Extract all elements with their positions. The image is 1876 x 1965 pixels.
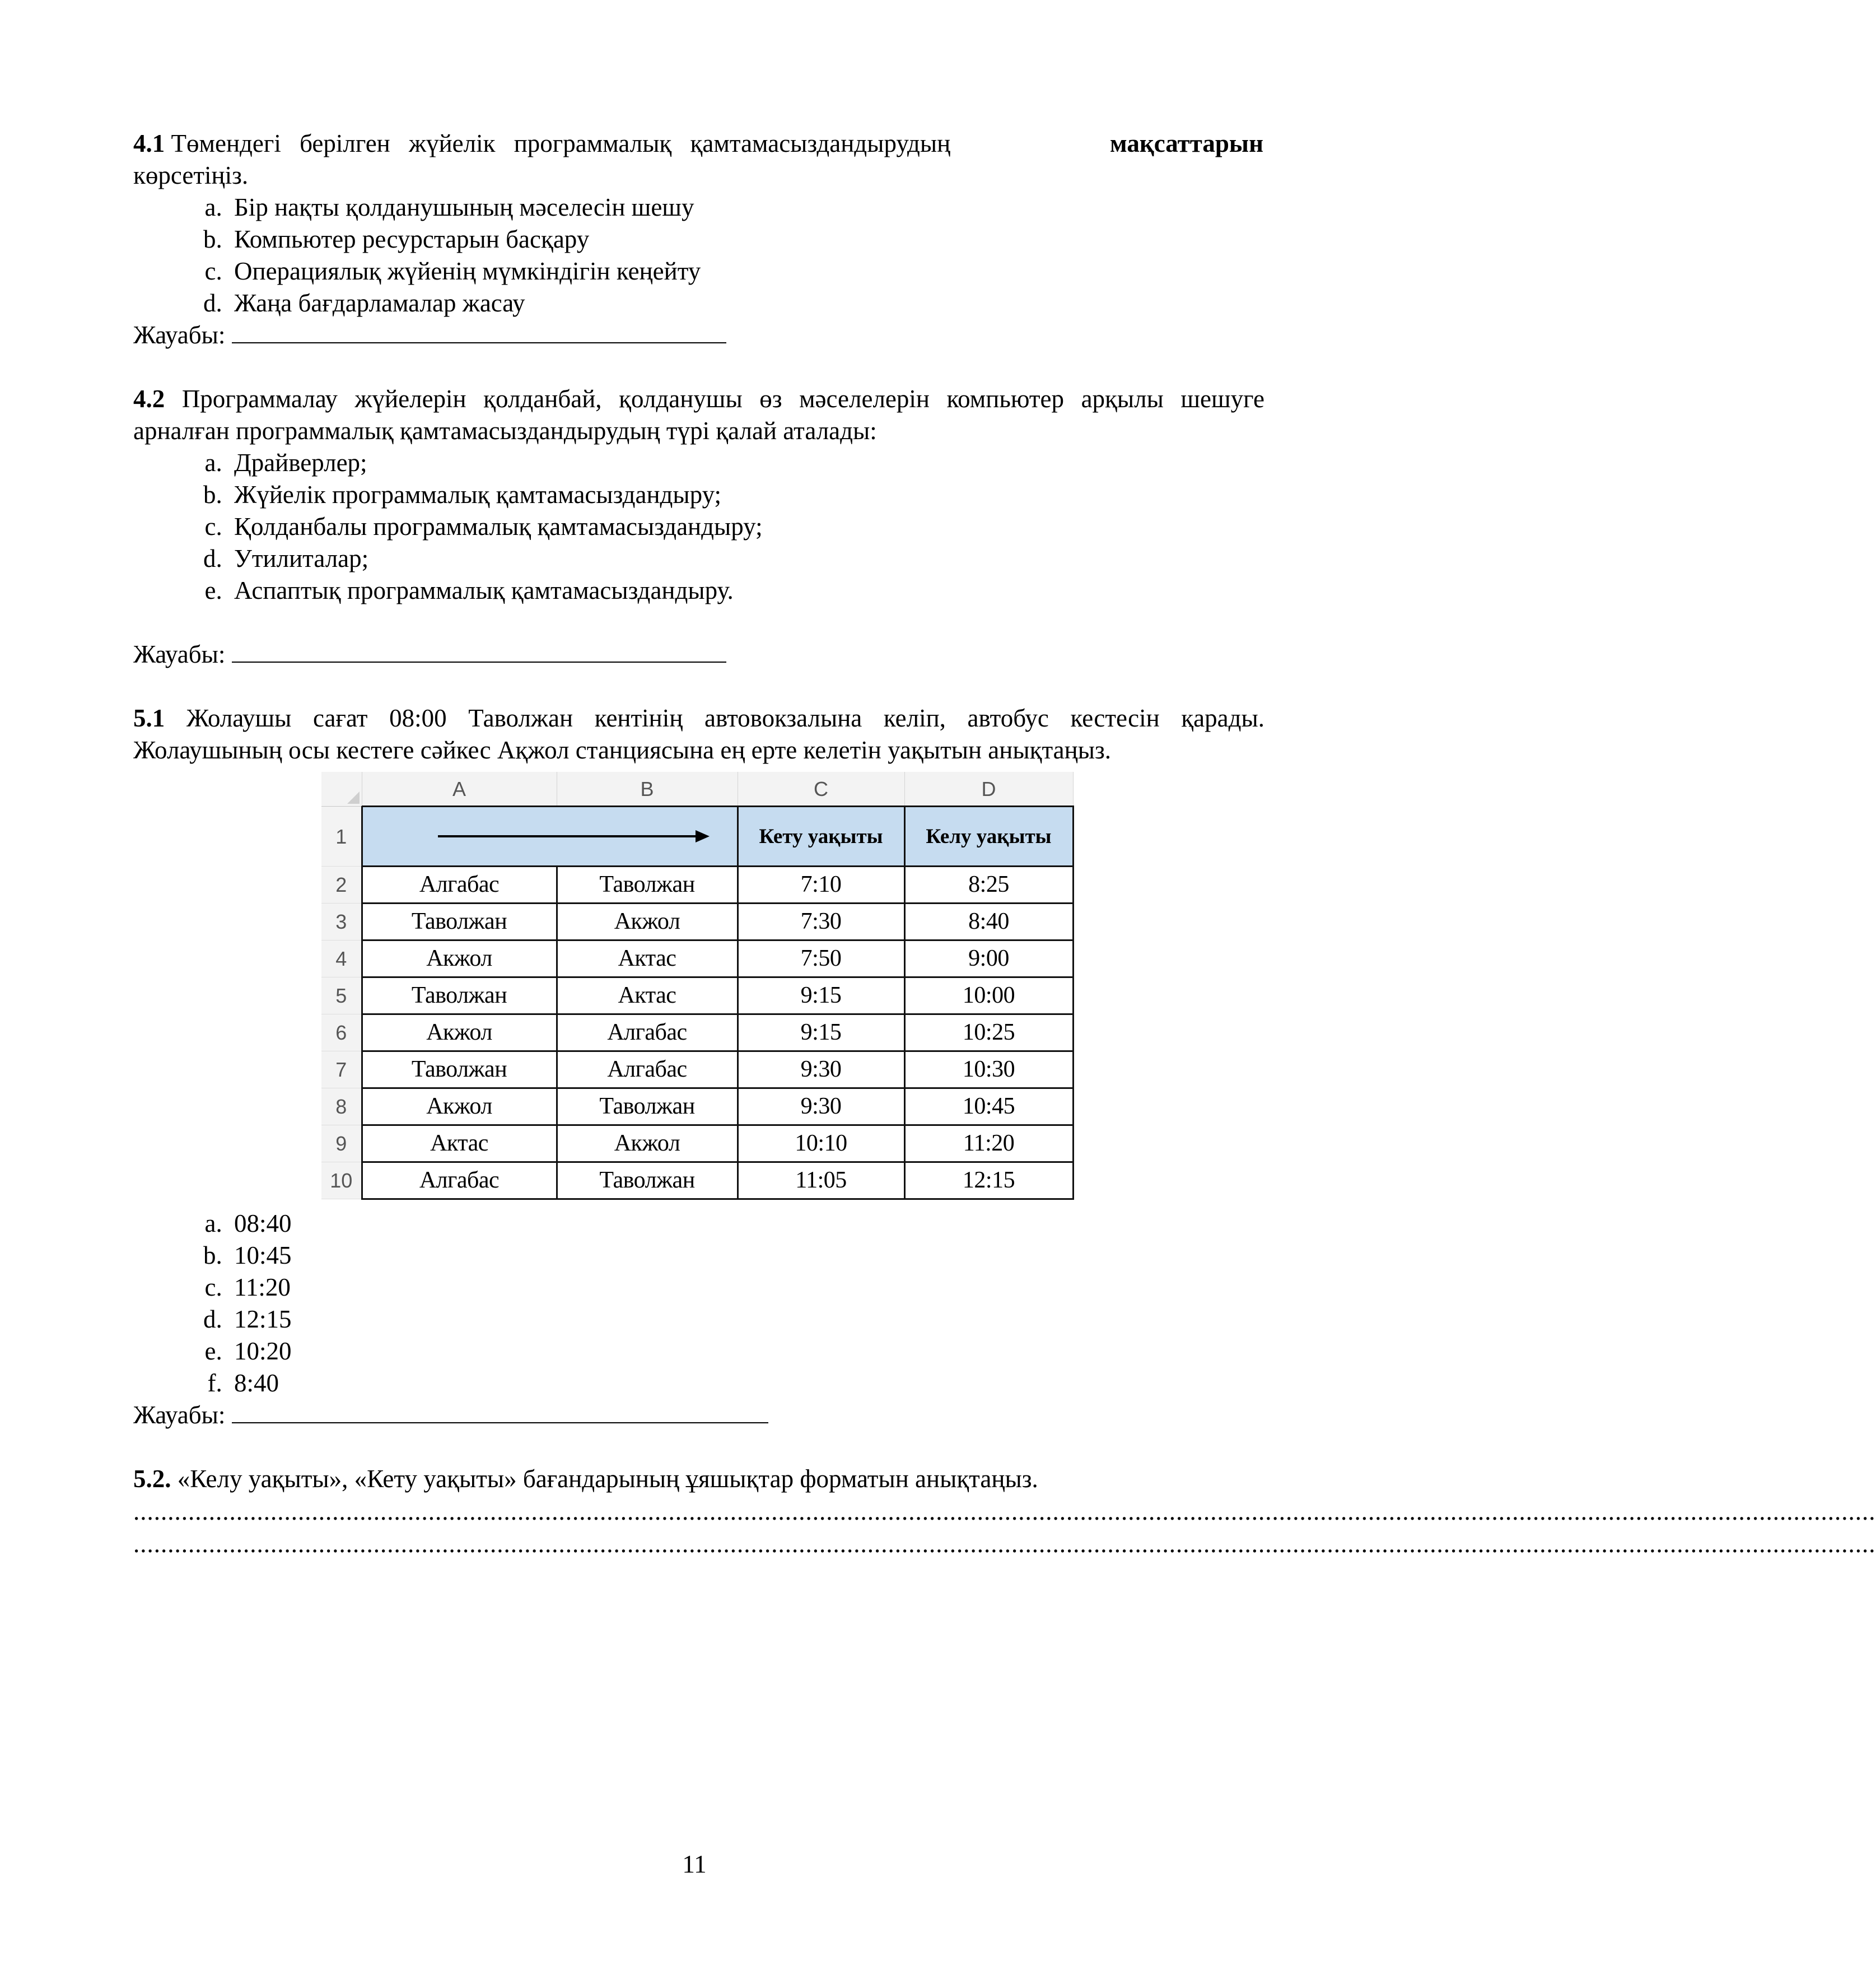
right-arrow-icon xyxy=(365,825,735,848)
option-c: c. 11:20 xyxy=(228,1272,1264,1303)
spacer xyxy=(133,351,1264,383)
departure-time-cell: 9:15 xyxy=(738,1014,904,1051)
column-header-a: A xyxy=(362,772,557,807)
arrival-time-cell: 12:15 xyxy=(904,1162,1073,1199)
from-station-cell: Актас xyxy=(362,1125,557,1162)
row-number: 8 xyxy=(321,1088,362,1125)
table-row xyxy=(321,940,1073,977)
option-a: a. 08:40 xyxy=(228,1208,1264,1240)
departure-time-cell: 10:10 xyxy=(738,1125,904,1162)
arrival-time-cell: 10:30 xyxy=(904,1051,1073,1088)
answer-label: Жауабы: xyxy=(133,1401,226,1429)
from-station-cell: Алгабас xyxy=(362,867,557,904)
option-e: e. Аспаптық программалық қамтамасыздандыру. xyxy=(228,575,1264,607)
arrival-time-cell: 10:45 xyxy=(904,1088,1073,1125)
option-d: d. 12:15 xyxy=(228,1303,1264,1335)
arrival-time-cell: 10:00 xyxy=(904,977,1073,1014)
option-f: f. 8:40 xyxy=(228,1367,1264,1399)
answer-blank[interactable] xyxy=(232,320,726,343)
departure-time-cell: 9:30 xyxy=(738,1088,904,1125)
to-station-cell: Алгабас xyxy=(557,1014,738,1051)
spacer xyxy=(133,1431,1264,1463)
table-row xyxy=(321,1162,1073,1199)
option-list xyxy=(133,1208,1264,1399)
question-5-1 xyxy=(133,702,1264,1431)
option-d: d. Утилиталар; xyxy=(228,543,1264,575)
answer-line xyxy=(133,1399,1264,1431)
option-d: d. Жаңа бағдарламалар жасау xyxy=(228,287,1264,319)
bus-schedule-table xyxy=(321,772,1074,1200)
column-header-d: D xyxy=(904,772,1073,807)
question-number: 5.1 xyxy=(133,704,165,732)
question-text: Программалау жүйелерін қолданбай, қолданушы өз мәселелерін компьютер арқылы шешуге арналған программалық қамтамасыздандырудың түрі қалай аталады: xyxy=(133,385,1264,445)
option-list xyxy=(133,192,1264,319)
question-4-1-text xyxy=(133,128,1264,160)
question-text: «Келу уақыты», «Кету уақыты» бағандарының ұяшықтар форматын анықтаңыз. xyxy=(177,1465,1038,1493)
question-5-2 xyxy=(133,1463,1876,1560)
departure-time-cell: 9:15 xyxy=(738,977,904,1014)
question-5-2-text xyxy=(133,1463,1264,1495)
row-number: 4 xyxy=(321,940,362,977)
row-number: 6 xyxy=(321,1014,362,1051)
table-row xyxy=(321,1051,1073,1088)
answer-line xyxy=(133,639,1264,670)
departure-time-cell: 7:30 xyxy=(738,904,904,940)
departure-time-cell: 7:50 xyxy=(738,940,904,977)
from-station-cell: Алгабас xyxy=(362,1162,557,1199)
page-number: 11 xyxy=(682,1850,707,1878)
from-station-cell: Таволжан xyxy=(362,904,557,940)
answer-dotted-line-1[interactable]: .............................................................................................................................................................................................................................................................. xyxy=(133,1497,1876,1525)
answer-blank[interactable] xyxy=(232,1400,768,1423)
table-header-row xyxy=(321,807,1073,867)
option-e: e. 10:20 xyxy=(228,1335,1264,1367)
to-station-cell: Таволжан xyxy=(557,867,738,904)
table-row xyxy=(321,1125,1073,1162)
table-row xyxy=(321,1088,1073,1125)
answer-label: Жауабы: xyxy=(133,640,226,668)
option-b: b. Жүйелік программалық қамтамасыздандыру; xyxy=(228,479,1264,511)
departure-time-header: Кету уақыты xyxy=(738,807,904,867)
row-number: 1 xyxy=(321,807,362,867)
answer-label: Жауабы: xyxy=(133,321,226,349)
to-station-cell: Актас xyxy=(557,977,738,1014)
option-b: b. 10:45 xyxy=(228,1240,1264,1272)
table-row xyxy=(321,867,1073,904)
page-content xyxy=(133,128,1876,1560)
select-all-corner xyxy=(321,772,362,807)
to-station-cell: Таволжан xyxy=(557,1088,738,1125)
departure-time-cell: 7:10 xyxy=(738,867,904,904)
arrival-time-cell: 8:25 xyxy=(904,867,1073,904)
question-4-1 xyxy=(133,128,1264,351)
row-number: 2 xyxy=(321,867,362,904)
question-text: Жолаушы сағат 08:00 Таволжан кентінің автовокзалына келіп, автобус кестесін қарады. Жолаушының осы кестеге сәйкес Ақжол станциясына ең ерте келетін уақытын анықтаңыз. xyxy=(133,704,1264,764)
question-4-1-text-cont: көрсетіңіз. xyxy=(133,161,249,189)
option-c: c. Операциялық жүйенің мүмкіндігін кеңейту xyxy=(228,255,1264,287)
arrival-time-cell: 9:00 xyxy=(904,940,1073,977)
from-station-cell: Акжол xyxy=(362,1014,557,1051)
to-station-cell: Таволжан xyxy=(557,1162,738,1199)
question-number: 5.2. xyxy=(133,1465,171,1493)
to-station-cell: Акжол xyxy=(557,904,738,940)
column-header-b: B xyxy=(557,772,738,807)
row-number: 7 xyxy=(321,1051,362,1088)
question-5-1-text xyxy=(133,702,1264,766)
option-a: a. Драйверлер; xyxy=(228,447,1264,479)
column-header-row xyxy=(321,772,1073,807)
table-row xyxy=(321,977,1073,1014)
option-c: c. Қолданбалы программалық қамтамасыздандыру; xyxy=(228,511,1264,543)
row-number: 10 xyxy=(321,1162,362,1199)
answer-line xyxy=(133,319,1264,351)
question-emphasis: мақсаттарын xyxy=(1110,129,1263,157)
from-station-cell: Акжол xyxy=(362,940,557,977)
answer-blank[interactable] xyxy=(232,639,726,663)
to-station-cell: Акжол xyxy=(557,1125,738,1162)
arrival-time-cell: 8:40 xyxy=(904,904,1073,940)
row-number: 5 xyxy=(321,977,362,1014)
from-station-cell: Акжол xyxy=(362,1088,557,1125)
option-list xyxy=(133,447,1264,607)
departure-time-cell: 11:05 xyxy=(738,1162,904,1199)
to-station-cell: Алгабас xyxy=(557,1051,738,1088)
spacer xyxy=(133,670,1264,702)
table-row xyxy=(321,1014,1073,1051)
from-station-cell: Таволжан xyxy=(362,977,557,1014)
question-number: 4.2 xyxy=(133,385,165,413)
table-row xyxy=(321,904,1073,940)
question-4-2 xyxy=(133,383,1264,670)
row-number: 3 xyxy=(321,904,362,940)
arrival-time-cell: 11:20 xyxy=(904,1125,1073,1162)
arrival-time-header: Келу уақыты xyxy=(904,807,1073,867)
row-number: 9 xyxy=(321,1125,362,1162)
spacer xyxy=(133,607,1264,639)
spreadsheet-image xyxy=(321,772,1264,1200)
from-station-cell: Таволжан xyxy=(362,1051,557,1088)
to-station-cell: Актас xyxy=(557,940,738,977)
question-number: 4.1 xyxy=(133,129,165,157)
departure-time-cell: 9:30 xyxy=(738,1051,904,1088)
column-header-c: C xyxy=(738,772,904,807)
answer-dotted-line-2[interactable]: .............................................................................................................................................................................................................................................................. xyxy=(133,1530,1876,1558)
arrival-time-cell: 10:25 xyxy=(904,1014,1073,1051)
question-text: Төмендегі берілген жүйелік программалық қамтамасыздандырудың xyxy=(171,129,951,157)
question-4-2-text xyxy=(133,383,1264,447)
option-a: a. Бір нақты қолданушының мәселесін шешу xyxy=(228,192,1264,223)
option-b: b. Компьютер ресурстарын басқару xyxy=(228,223,1264,255)
direction-arrow-cell xyxy=(362,807,738,867)
